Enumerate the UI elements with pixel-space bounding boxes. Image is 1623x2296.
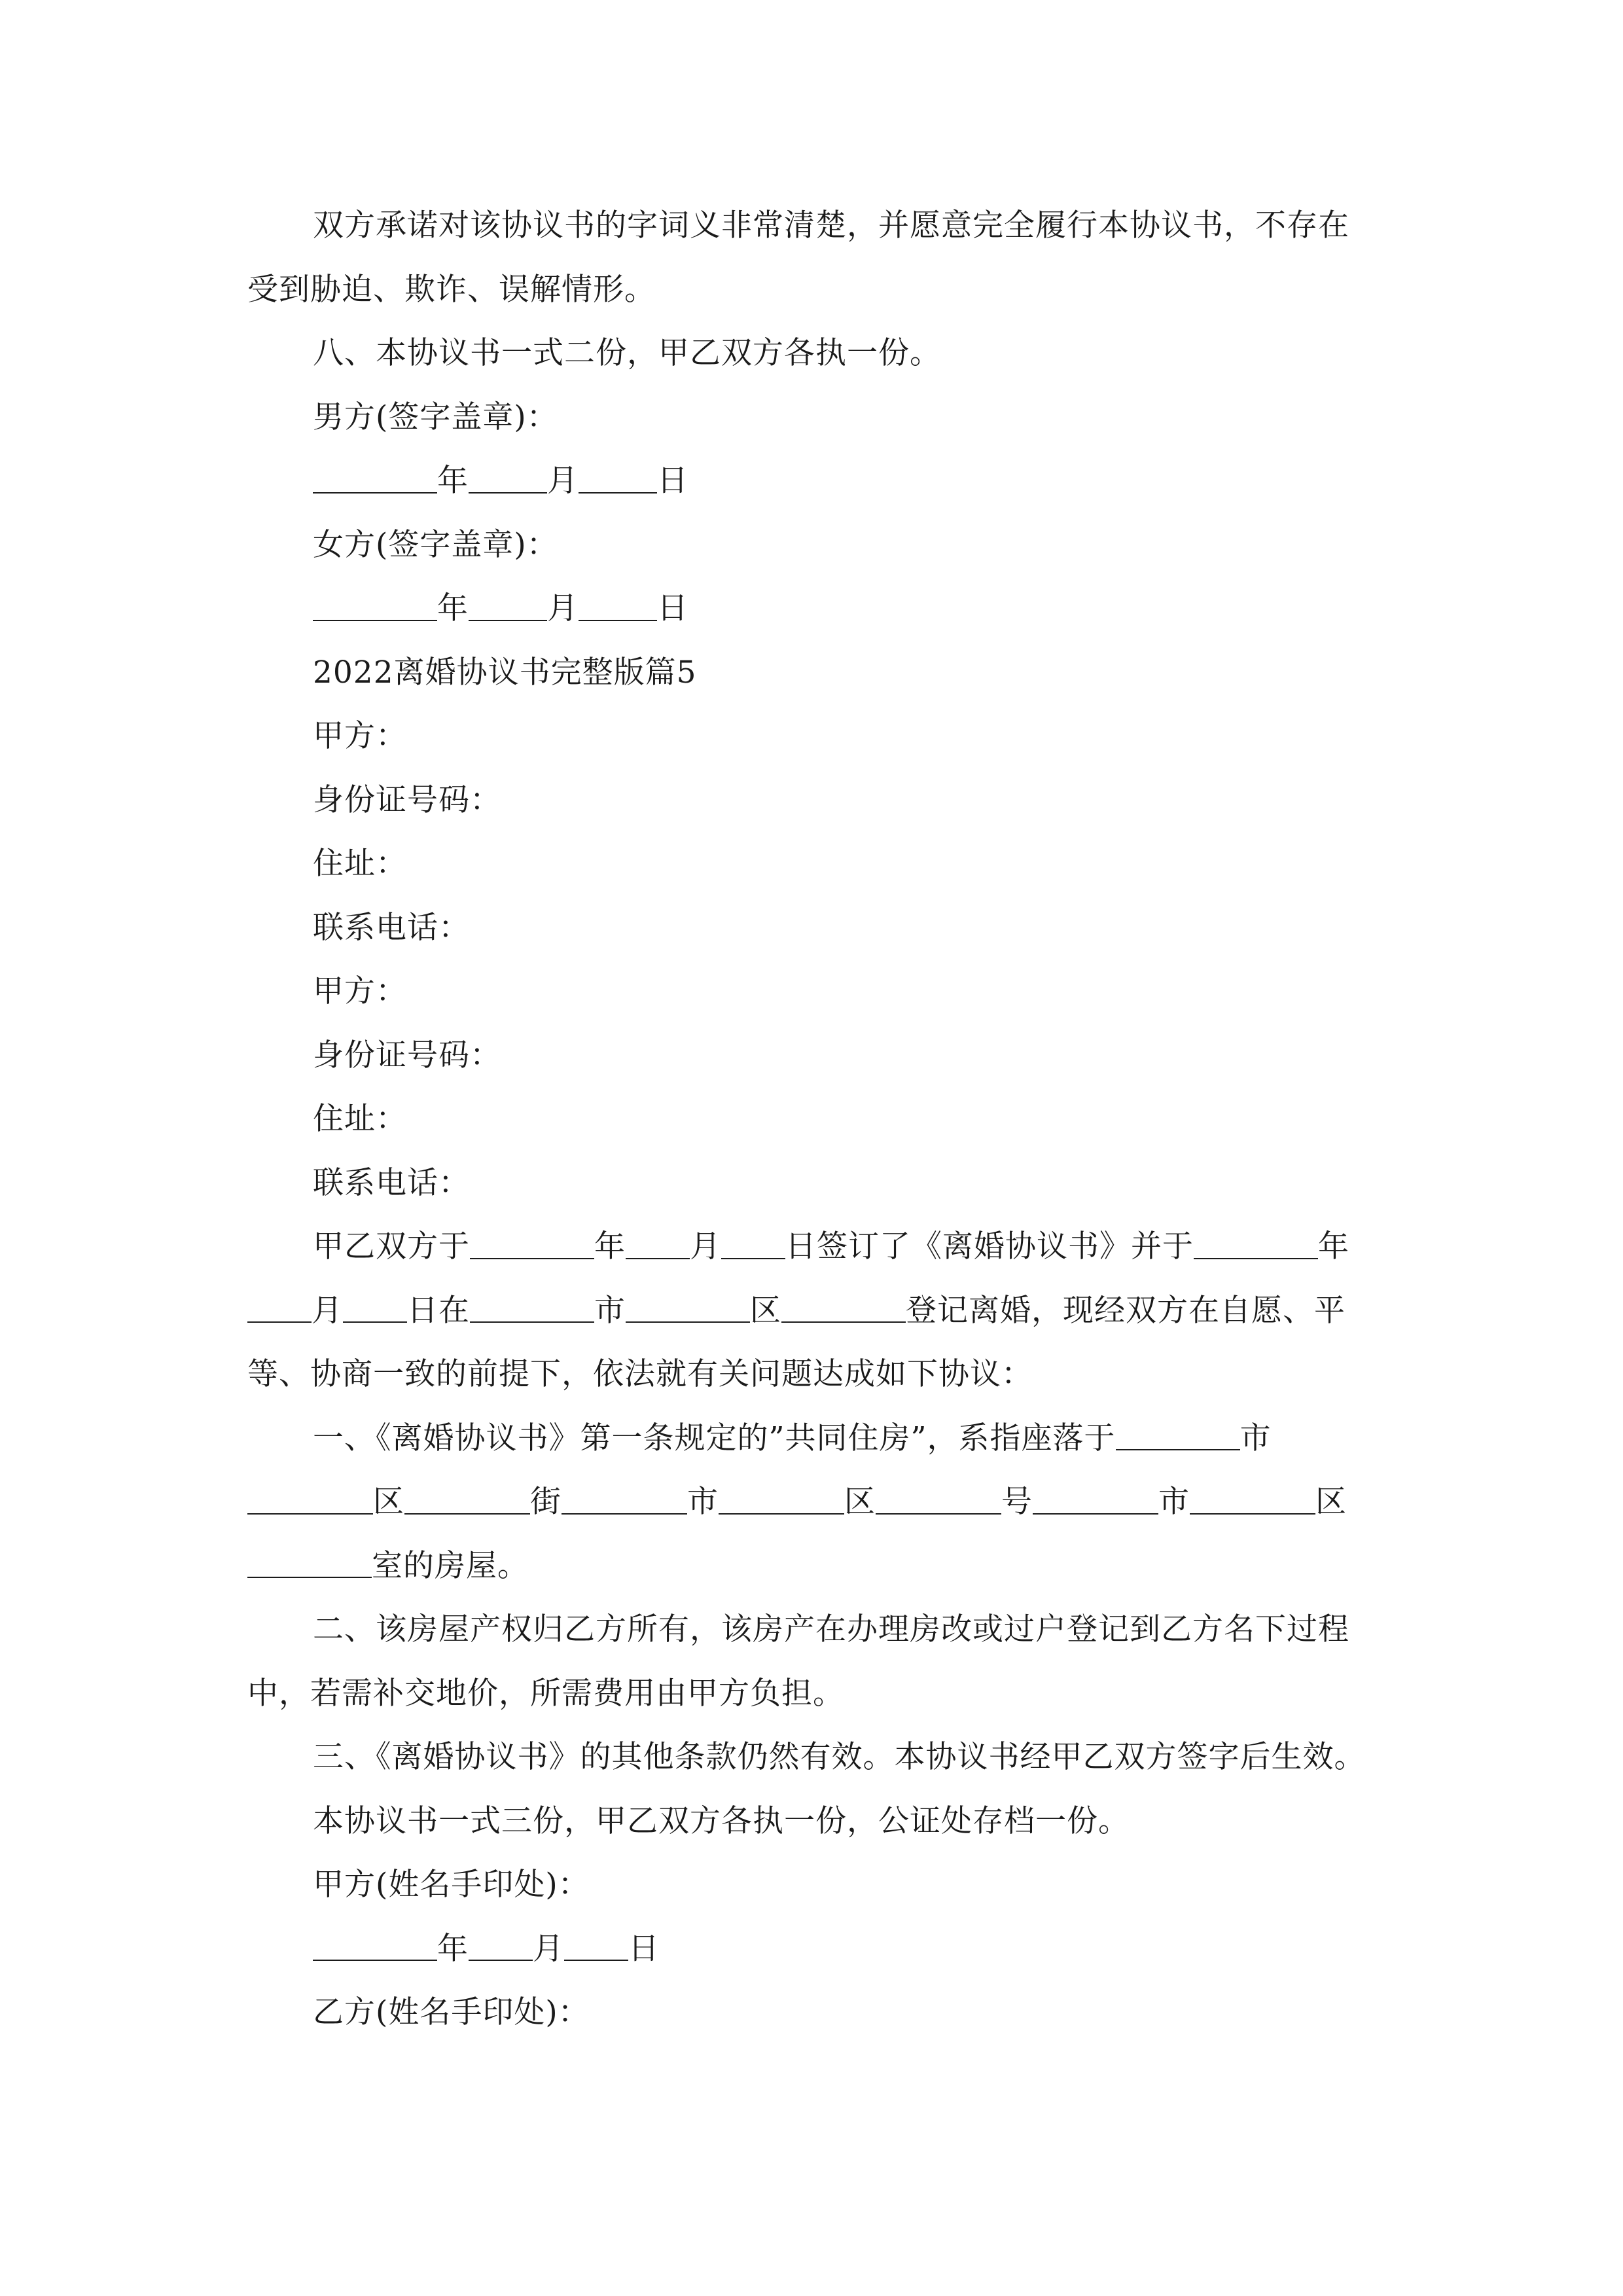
clause1-line-1 xyxy=(247,1407,1386,1471)
copies-clause-eight: 八、本协议书一式二份，甲乙双方各执一份。 xyxy=(313,335,941,371)
city-word: 市 xyxy=(1158,1484,1190,1520)
month-word: 月 xyxy=(312,1292,343,1329)
day-word: 日 xyxy=(628,1930,660,1967)
partyA-signature-label: 甲方(姓名手印处)： xyxy=(313,1867,590,1903)
blank-4 xyxy=(719,1484,844,1515)
party2-label: 甲方： xyxy=(313,973,407,1009)
blank-day xyxy=(721,1229,785,1259)
day-word: 日 xyxy=(657,463,688,499)
blank-3 xyxy=(562,1484,687,1515)
district-word: 区 xyxy=(844,1484,876,1520)
blank-day xyxy=(579,463,657,493)
room-text: 室的房屋。 xyxy=(372,1547,529,1584)
blank-month xyxy=(247,1293,312,1323)
blank-5 xyxy=(876,1484,1001,1515)
female-signature-label: 女方(签字盖章)： xyxy=(313,526,558,563)
party1-label: 甲方： xyxy=(313,718,407,754)
year-word: 年 xyxy=(437,463,469,499)
agreement-line-1 xyxy=(247,1215,1386,1279)
blank-month xyxy=(469,590,547,621)
city-word: 市 xyxy=(594,1292,626,1329)
number-word: 号 xyxy=(1001,1484,1033,1520)
day-in-text: 日在 xyxy=(407,1292,470,1329)
signed-text: 日签订了《离婚协议书》并于 xyxy=(785,1229,1194,1265)
clause2-line-1: 二、该房屋产权归乙方所有，该房产在办理房改或过户登记到乙方名下过程 xyxy=(313,1611,1349,1647)
blank-year xyxy=(1194,1229,1318,1259)
district-word: 区 xyxy=(1315,1484,1347,1520)
blank-2 xyxy=(404,1484,530,1515)
day-word: 日 xyxy=(657,590,688,626)
month-word: 月 xyxy=(690,1229,721,1265)
district-word: 区 xyxy=(750,1292,781,1329)
clause1-line-3 xyxy=(247,1534,1386,1598)
male-date-line xyxy=(247,449,1386,513)
blank-year xyxy=(313,1931,437,1962)
agreement-intro: 甲乙双方于 xyxy=(313,1229,470,1265)
agreement-line-3: 等、协商一致的前提下，依法就有关问题达成如下协议： xyxy=(247,1356,1033,1392)
blank-month xyxy=(469,463,547,493)
month-word: 月 xyxy=(533,1930,564,1967)
partyB-signature-label: 乙方(姓名手印处)： xyxy=(313,1994,590,2030)
registry-text: 登记离婚，现经双方在自愿、平 xyxy=(906,1292,1346,1329)
district-word: 区 xyxy=(373,1484,404,1520)
city-word: 市 xyxy=(687,1484,719,1520)
party2-address-label: 住址： xyxy=(313,1101,407,1137)
year-word: 年 xyxy=(437,1930,469,1967)
year-word: 年 xyxy=(437,590,469,626)
section-title: 2022离婚协议书完整版篇5 xyxy=(313,654,697,691)
party2-id-label: 身份证号码： xyxy=(313,1037,501,1073)
blank-city xyxy=(470,1293,594,1323)
blank-day xyxy=(343,1293,407,1323)
street-word: 街 xyxy=(530,1484,562,1520)
copies-statement: 本协议书一式三份，甲乙双方各执一份，公证处存档一份。 xyxy=(313,1803,1130,1839)
blank-city xyxy=(1116,1420,1240,1451)
blank-month xyxy=(469,1931,533,1962)
party1-phone-label: 联系电话： xyxy=(313,909,470,946)
commitment-line-2: 受到胁迫、欺诈、误解情形。 xyxy=(247,271,656,308)
party1-id-label: 身份证号码： xyxy=(313,781,501,818)
clause1-text: 一、《离婚协议书》第一条规定的”共同住房”，系指座落于 xyxy=(313,1420,1116,1456)
blank-6 xyxy=(1033,1484,1158,1515)
partyA-date-line xyxy=(247,1917,1386,1981)
male-signature-label: 男方(签字盖章)： xyxy=(313,399,558,435)
blank-day xyxy=(579,590,657,621)
month-word: 月 xyxy=(547,590,579,626)
clause2-line-2: 中，若需补交地价，所需费用由甲方负担。 xyxy=(247,1675,844,1712)
agreement-line-2 xyxy=(247,1279,1386,1343)
clause3: 三、《离婚协议书》的其他条款仍然有效。本协议书经甲乙双方签字后生效。 xyxy=(313,1739,1366,1775)
commitment-line-1: 双方承诺对该协议书的字词义非常清楚，并愿意完全履行本协议书，不存在 xyxy=(313,207,1349,243)
year-word: 年 xyxy=(594,1229,626,1265)
party1-address-label: 住址： xyxy=(313,846,407,882)
month-word: 月 xyxy=(547,463,579,499)
blank-month xyxy=(626,1229,690,1259)
year-word: 年 xyxy=(1318,1229,1349,1265)
document-body xyxy=(247,194,1386,2045)
blank-year xyxy=(313,590,437,621)
blank-7 xyxy=(1190,1484,1315,1515)
city-word: 市 xyxy=(1240,1420,1272,1456)
blank-day xyxy=(564,1931,628,1962)
female-date-line xyxy=(247,577,1386,641)
clause1-line-2 xyxy=(247,1470,1386,1534)
blank-year xyxy=(313,463,437,493)
blank-year xyxy=(470,1229,594,1259)
blank-district xyxy=(626,1293,750,1323)
party2-phone-label: 联系电话： xyxy=(313,1164,470,1201)
blank-registry xyxy=(781,1293,906,1323)
blank-1 xyxy=(247,1484,373,1515)
blank-room xyxy=(247,1548,372,1579)
